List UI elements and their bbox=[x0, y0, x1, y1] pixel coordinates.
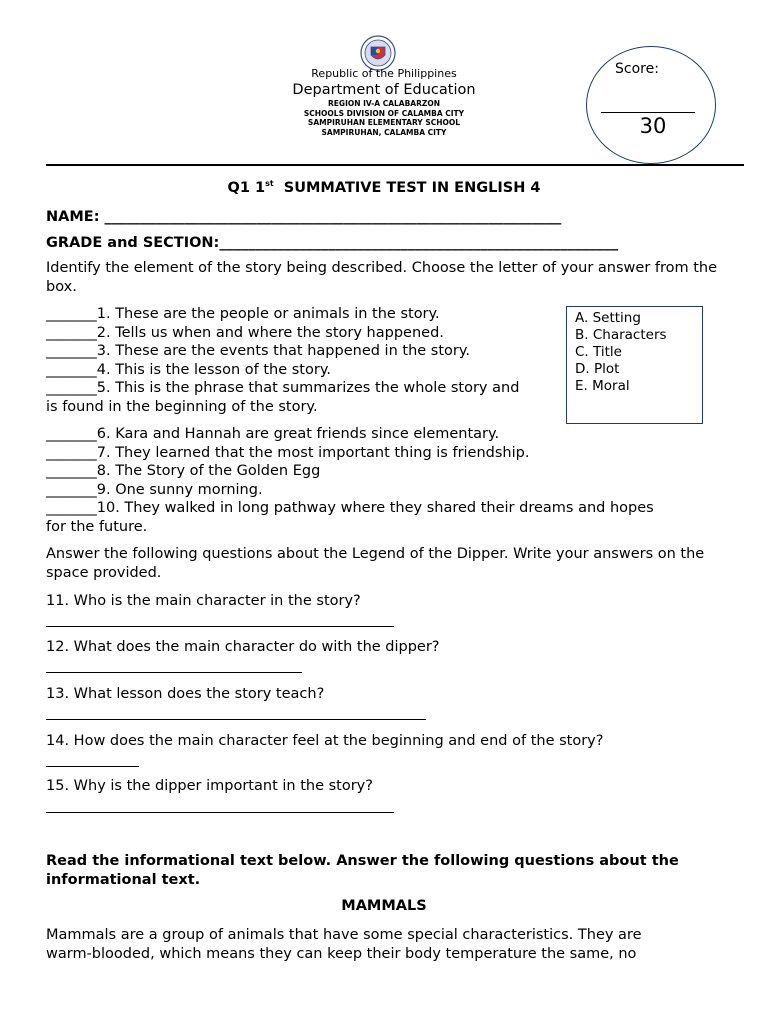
question-14: 14. How does the main character feel at the beginning and end of the story? bbox=[46, 733, 604, 749]
title-rest: SUMMATIVE TEST IN ENGLISH 4 bbox=[273, 179, 541, 196]
deped-seal-icon bbox=[360, 35, 396, 71]
score-blank-line bbox=[601, 112, 695, 113]
header-divider bbox=[46, 164, 744, 166]
answer-line-12[interactable] bbox=[46, 672, 302, 673]
choices-box bbox=[566, 306, 703, 424]
item-5: _______5. This is the phrase that summarizes the whole story and bbox=[46, 380, 520, 396]
mammals-heading: MAMMALS bbox=[341, 898, 427, 914]
header-department: Department of Education bbox=[292, 82, 476, 98]
item-8: _______8. The Story of the Golden Egg bbox=[46, 463, 321, 479]
answer-line-15[interactable] bbox=[46, 812, 394, 813]
title-prefix: Q1 1 bbox=[227, 179, 266, 196]
item-1: _______1. These are the people or animals in the story. bbox=[46, 306, 440, 322]
part2-instruction: Answer the following questions about the Legend of the Dipper. Write your answers on the space provided. bbox=[46, 546, 705, 581]
title-sup: st bbox=[265, 179, 274, 188]
answer-line-14[interactable] bbox=[46, 766, 139, 767]
item-3: _______3. These are the events that happened in the story. bbox=[46, 343, 470, 359]
choice-a: A. Setting bbox=[575, 310, 641, 326]
name-field[interactable]: NAME: _______________________________________________________________ bbox=[46, 209, 562, 225]
header-republic: Republic of the Philippines bbox=[311, 67, 457, 80]
test-title bbox=[0, 179, 768, 196]
item-7: _______7. They learned that the most important thing is friendship. bbox=[46, 444, 530, 461]
header-region: REGION IV-A CALABARZON bbox=[328, 99, 440, 108]
header-division: SCHOOLS DIVISION OF CALAMBA CITY bbox=[303, 108, 465, 118]
choice-c: C. Title bbox=[575, 344, 622, 360]
item-10-continued: for the future. bbox=[46, 518, 148, 535]
score-label: Score: bbox=[615, 61, 659, 77]
item-9: _______9. One sunny morning. bbox=[46, 481, 263, 498]
grade-section-field[interactable]: GRADE and SECTION:_______________________________________________________ bbox=[46, 235, 619, 251]
choice-e: E. Moral bbox=[575, 378, 630, 394]
part1-instruction: Identify the element of the story being described. Choose the letter of your answer from the box. bbox=[46, 260, 718, 295]
choice-b: B. Characters bbox=[575, 327, 667, 343]
header-school: SAMPIRUHAN ELEMENTARY SCHOOL bbox=[307, 118, 461, 127]
item-4: _______4. This is the lesson of the story. bbox=[46, 361, 331, 378]
answer-line-13[interactable] bbox=[46, 719, 426, 720]
part3-instruction: Read the informational text below. Answer the following questions about the informational text. bbox=[46, 853, 679, 888]
answer-line-11[interactable] bbox=[46, 626, 394, 627]
item-10: _______10. They walked in long pathway where they shared their dreams and hopes bbox=[46, 500, 654, 516]
item-6: _______6. Kara and Hannah are great friends since elementary. bbox=[46, 426, 500, 442]
question-13: 13. What lesson does the story teach? bbox=[46, 686, 325, 702]
mammals-paragraph-line-1: Mammals are a group of animals that have some special characteristics. They are bbox=[46, 927, 642, 943]
question-11: 11. Who is the main character in the story? bbox=[46, 593, 361, 609]
question-15: 15. Why is the dipper important in the story? bbox=[46, 778, 373, 794]
choice-d: D. Plot bbox=[575, 361, 620, 377]
item-2: _______2. Tells us when and where the story happened. bbox=[46, 324, 444, 341]
item-5-continued: is found in the beginning of the story. bbox=[46, 398, 318, 415]
question-12: 12. What does the main character do with the dipper? bbox=[46, 639, 440, 655]
mammals-paragraph-line-2: warm-blooded, which means they can keep their body temperature the same, no bbox=[46, 945, 637, 962]
score-total: 30 bbox=[639, 114, 667, 138]
header-address: SAMPIRUHAN, CALAMBA CITY bbox=[321, 127, 447, 137]
